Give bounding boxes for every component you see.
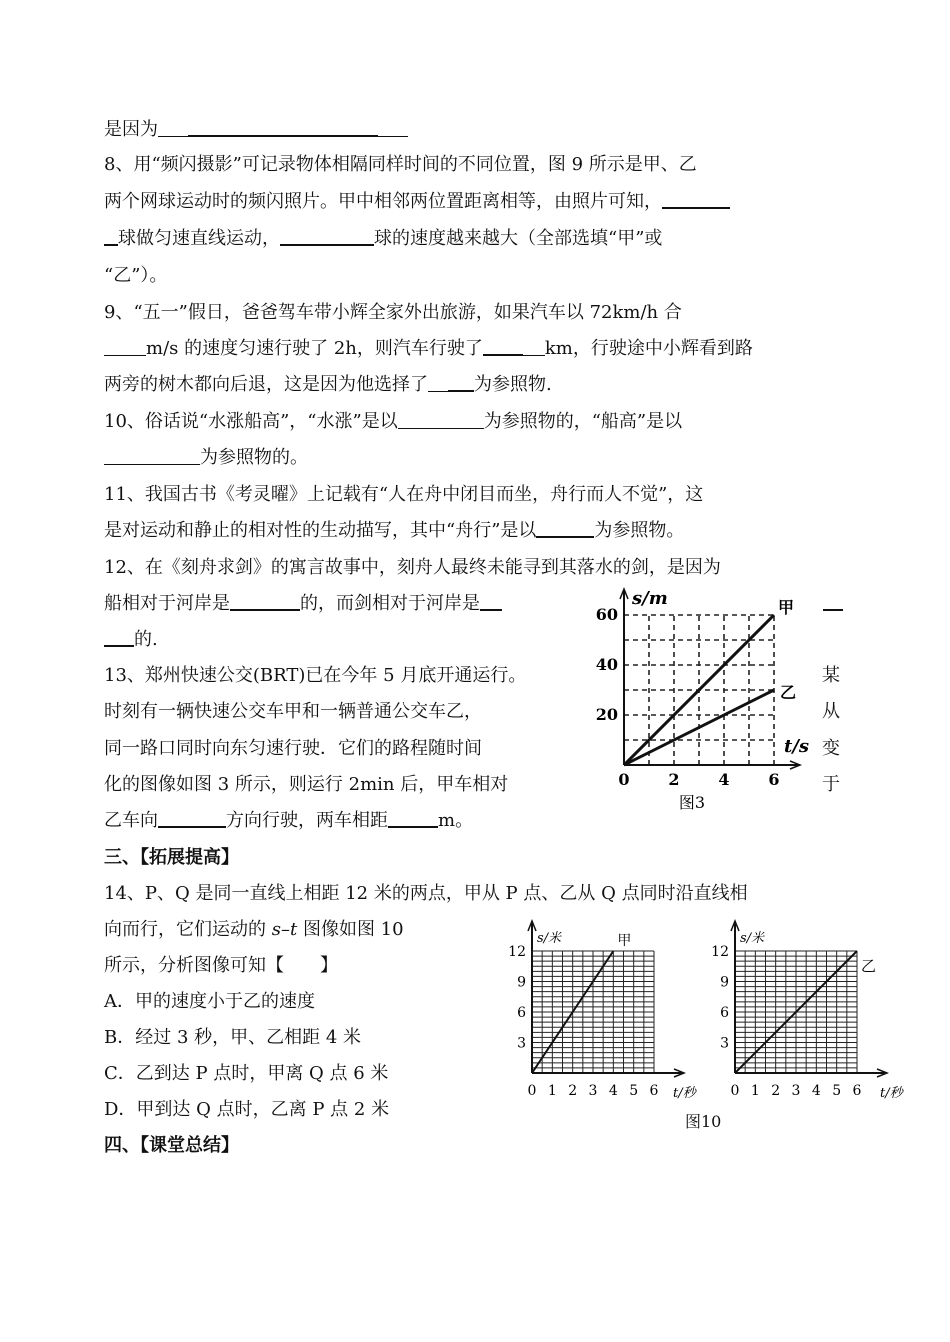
blank-continuation[interactable] bbox=[823, 609, 843, 611]
figure-10-caption: 图10 bbox=[685, 1112, 722, 1131]
x-tick-label: 0 bbox=[618, 770, 630, 789]
section-4-heading: 四、【课堂总结】 bbox=[104, 1135, 239, 1156]
q11-line-2: 是对运动和静止的相对性的生动描写，其中“舟行”是以 为参照物。 bbox=[104, 520, 685, 541]
x-axis-label: t/秒 bbox=[880, 1086, 903, 1101]
series-label-甲: 甲 bbox=[617, 933, 632, 949]
q13-line-4: 化的图像如图 3 所示，则运行 2min 后，甲车相对 bbox=[104, 774, 509, 795]
x-tick-label: 2 bbox=[771, 1083, 781, 1099]
y-tick-label: 12 bbox=[711, 944, 729, 960]
q10-line-1: 10、俗话说“水涨船高”，“水涨”是以 为参照物的，“船高”是以 bbox=[104, 411, 683, 432]
q13-line-3: 同一路口同时向东匀速行驶．它们的路程随时间 bbox=[104, 738, 482, 759]
blank[interactable] bbox=[104, 627, 134, 647]
q13-right-char-3: 变 bbox=[822, 738, 840, 759]
q12-line-1: 12、在《刻舟求剑》的寓言故事中，刻舟人最终未能寻到其落水的剑，是因为 bbox=[104, 557, 721, 578]
q9-line-3: 两旁的树木都向后退，这是因为他选择了 为参照物. bbox=[104, 374, 552, 395]
q13-right-char-2: 从 bbox=[822, 701, 840, 722]
q13-right-char-1: 某 bbox=[822, 665, 840, 686]
x-tick-label: 3 bbox=[588, 1083, 598, 1099]
x-tick-label: 2 bbox=[668, 770, 680, 789]
blank[interactable] bbox=[230, 591, 300, 611]
q8-line-3: 球做匀速直线运动， 球的速度越来越大（全部选填“甲”或 bbox=[104, 226, 662, 252]
figure-3-chart bbox=[595, 580, 810, 815]
x-tick-label: 5 bbox=[629, 1083, 639, 1099]
q8-line-4: “乙”）。 bbox=[104, 265, 168, 286]
x-tick-label: 4 bbox=[718, 770, 730, 789]
q10-line-2: 为参照物的。 bbox=[104, 445, 308, 471]
x-tick-label: 6 bbox=[852, 1083, 862, 1099]
series-label-乙: 乙 bbox=[780, 683, 797, 702]
blank[interactable] bbox=[158, 808, 226, 828]
q8-line-1: 8、用“频闪摄影”可记录物体相隔同样时间的不同位置，图 9 所示是甲、乙 bbox=[104, 154, 697, 175]
blank[interactable] bbox=[448, 372, 474, 392]
option-b[interactable]: B．经过 3 秒，甲、乙相距 4 米 bbox=[104, 1027, 362, 1048]
blank[interactable] bbox=[523, 337, 545, 356]
y-tick-label: 9 bbox=[720, 974, 729, 991]
q11-line-1: 11、我国古书《考灵曜》上记载有“人在舟中闭目而坐，舟行而人不觉”，这 bbox=[104, 484, 704, 505]
y-tick-label: 9 bbox=[517, 974, 526, 991]
y-tick-label: 6 bbox=[720, 1005, 729, 1021]
blank[interactable] bbox=[104, 337, 146, 356]
y-tick-label: 3 bbox=[720, 1035, 729, 1052]
q12-line-2: 船相对于河岸是 的，而剑相对于河岸是 bbox=[104, 591, 502, 617]
section-3-heading: 三、【拓展提高】 bbox=[104, 847, 239, 868]
q14-line-3: 所示，分析图像可知【 】 bbox=[104, 955, 338, 976]
x-tick-label: 1 bbox=[547, 1083, 557, 1099]
blank[interactable] bbox=[662, 189, 730, 209]
x-tick-label: 0 bbox=[527, 1083, 537, 1099]
x-tick-label: 4 bbox=[608, 1083, 618, 1099]
blank[interactable] bbox=[104, 446, 200, 465]
y-axis-label: s/m bbox=[632, 588, 668, 609]
q13-line-5: 乙车向 方向行驶，两车相距 m。 bbox=[104, 810, 474, 831]
q14-line-1: 14、P、Q 是同一直线上相距 12 米的两点，甲从 P 点、乙从 Q 点同时沿直线相 bbox=[104, 883, 748, 904]
y-tick-label: 12 bbox=[508, 944, 526, 960]
blank[interactable] bbox=[104, 226, 118, 246]
q9-line-1: 9、“五一”假日，爸爸驾车带小辉全家外出旅游，如果汽车以 72km/h 合 bbox=[104, 302, 682, 323]
option-c[interactable]: C．乙到达 P 点时，甲离 Q 点 6 米 bbox=[104, 1063, 389, 1084]
x-tick-label: 2 bbox=[568, 1083, 578, 1099]
y-axis-label: s/米 bbox=[537, 931, 562, 946]
q13-right-char-4: 于 bbox=[822, 774, 840, 795]
y-tick-label: 20 bbox=[595, 705, 618, 724]
blank[interactable] bbox=[280, 226, 374, 246]
x-tick-label: 0 bbox=[730, 1083, 740, 1099]
y-axis-label: s/米 bbox=[740, 931, 765, 946]
option-a[interactable]: A．甲的速度小于乙的速度 bbox=[104, 991, 315, 1012]
y-tick-label: 6 bbox=[517, 1005, 526, 1021]
series-label-乙: 乙 bbox=[861, 957, 877, 975]
blank[interactable] bbox=[388, 808, 438, 828]
x-tick-label: 6 bbox=[649, 1083, 659, 1099]
x-tick-label: 4 bbox=[811, 1083, 821, 1099]
q14-line-2: 向而行，它们运动的 s–t 图像如图 10 bbox=[104, 919, 404, 940]
y-tick-label: 3 bbox=[517, 1035, 526, 1052]
q9-line-2: m/s 的速度匀速行驶了 2h，则汽车行驶了 km，行驶途中小辉看到路 bbox=[104, 336, 753, 362]
q13-line-2: 时刻有一辆快速公交车甲和一辆普通公交车乙， bbox=[104, 701, 482, 722]
x-tick-label: 5 bbox=[832, 1083, 842, 1099]
x-axis-label: t/秒 bbox=[673, 1086, 696, 1101]
blank[interactable] bbox=[480, 591, 502, 611]
line-1: 是因为 bbox=[104, 117, 408, 143]
blank[interactable] bbox=[483, 336, 523, 356]
blank[interactable] bbox=[428, 373, 448, 392]
figure-caption: 图3 bbox=[678, 793, 706, 812]
figure-10-chart-yi bbox=[712, 920, 917, 1115]
blank[interactable] bbox=[398, 410, 484, 429]
option-d[interactable]: D．甲到达 Q 点时，乙离 P 点 2 米 bbox=[104, 1099, 390, 1120]
figure-10-chart-jia bbox=[505, 920, 705, 1115]
x-axis-label: t/s bbox=[784, 736, 810, 757]
x-tick-label: 1 bbox=[750, 1083, 760, 1099]
blank[interactable] bbox=[158, 118, 188, 137]
y-tick-label: 60 bbox=[595, 605, 618, 624]
q12-line-3: 的. bbox=[104, 627, 158, 653]
y-tick-label: 40 bbox=[595, 655, 618, 674]
series-label-甲: 甲 bbox=[778, 598, 795, 617]
blank[interactable] bbox=[188, 117, 378, 137]
q8-line-2: 两个网球运动时的频闪照片。甲中相邻两位置距离相等，由照片可知， bbox=[104, 189, 730, 215]
x-tick-label: 3 bbox=[791, 1083, 801, 1099]
x-tick-label: 6 bbox=[768, 770, 780, 789]
blank[interactable] bbox=[536, 518, 594, 538]
blank[interactable] bbox=[378, 118, 408, 137]
q13-line-1: 13、郑州快速公交(BRT)已在今年 5 月底开通运行。 bbox=[104, 665, 527, 686]
